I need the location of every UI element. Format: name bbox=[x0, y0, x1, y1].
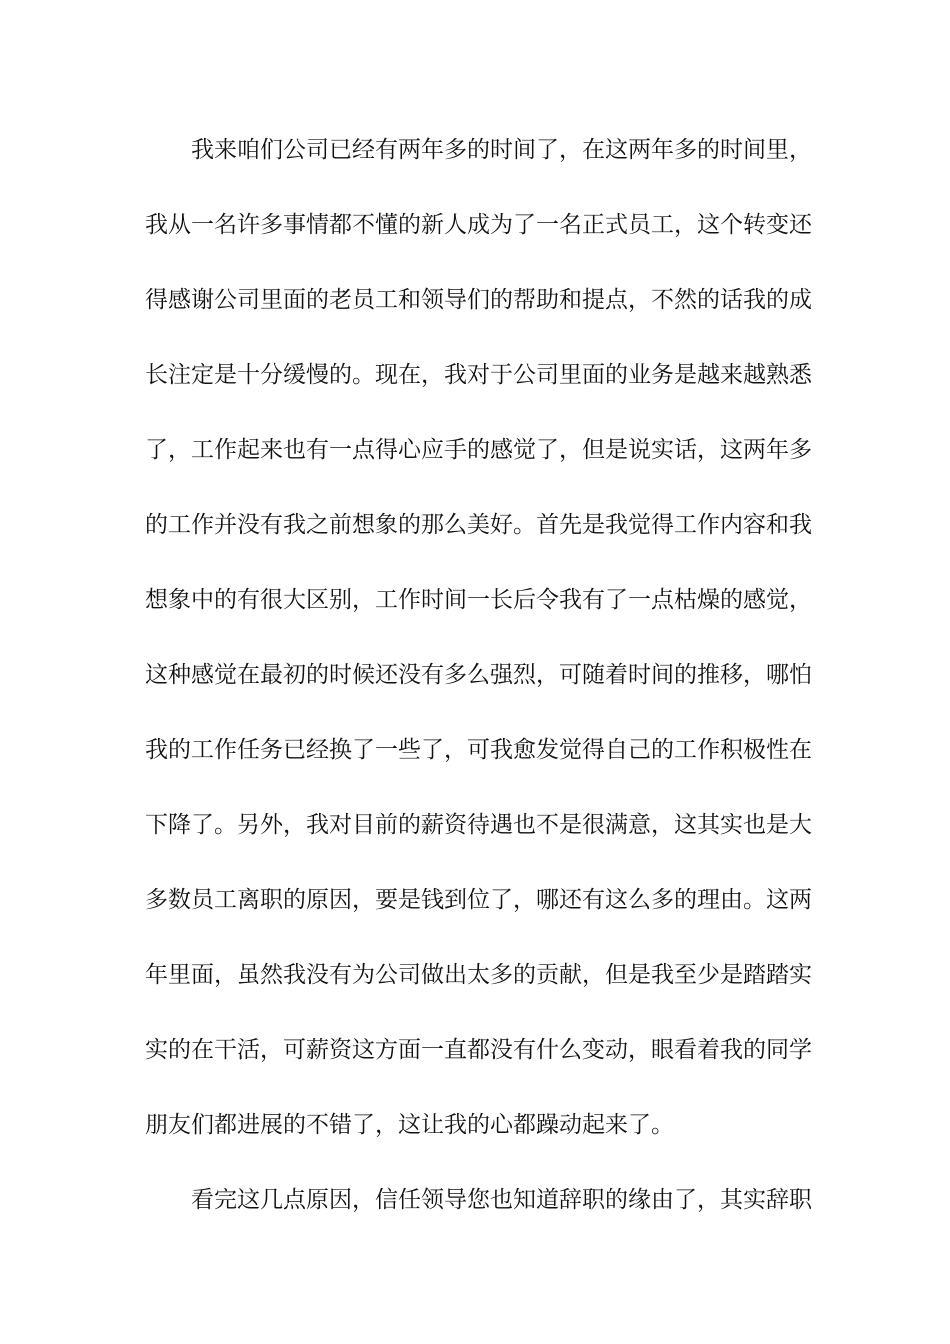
paragraph-1-line-7: 想象中的有很大区别，工作时间一长后令我有了一点枯燥的感觉， bbox=[145, 587, 812, 613]
paragraph-1-line-2: 我从一名许多事情都不懂的新人成为了一名正式员工，这个转变还 bbox=[145, 212, 812, 238]
paragraph-1-line-4: 长注定是十分缓慢的。现在，我对于公司里面的业务是越来越熟悉 bbox=[145, 362, 812, 388]
document-body bbox=[145, 128, 815, 1253]
paragraph-2-line-1: 看完这几点原因，信任领导您也知道辞职的缘由了，其实辞职 bbox=[191, 1187, 812, 1213]
paragraph-1-line-10: 下降了。另外，我对目前的薪资待遇也不是很满意，这其实也是大 bbox=[145, 812, 812, 838]
paragraph-1-line-13: 实的在干活，可薪资这方面一直都没有什么变动，眼看着我的同学 bbox=[145, 1037, 812, 1063]
paragraph-1-line-1: 我来咱们公司已经有两年多的时间了，在这两年多的时间里， bbox=[191, 137, 812, 163]
paragraph-1-line-8: 这种感觉在最初的时候还没有多么强烈，可随着时间的推移，哪怕 bbox=[145, 662, 812, 688]
paragraph-1-line-11: 多数员工离职的原因，要是钱到位了，哪还有这么多的理由。这两 bbox=[145, 887, 812, 913]
paragraph-1-line-5: 了，工作起来也有一点得心应手的感觉了，但是说实话，这两年多 bbox=[145, 437, 812, 463]
paragraph-1-line-6: 的工作并没有我之前想象的那么美好。首先是我觉得工作内容和我 bbox=[145, 512, 812, 538]
paragraph-1-line-12: 年里面，虽然我没有为公司做出太多的贡献，但是我至少是踏踏实 bbox=[145, 962, 812, 988]
paragraph-1-line-3: 得感谢公司里面的老员工和领导们的帮助和提点，不然的话我的成 bbox=[145, 287, 812, 313]
paragraph-1-line-9: 我的工作任务已经换了一些了，可我愈发觉得自己的工作积极性在 bbox=[145, 737, 812, 763]
paragraph-1-line-14: 朋友们都进展的不错了，这让我的心都躁动起来了。 bbox=[145, 1112, 674, 1138]
